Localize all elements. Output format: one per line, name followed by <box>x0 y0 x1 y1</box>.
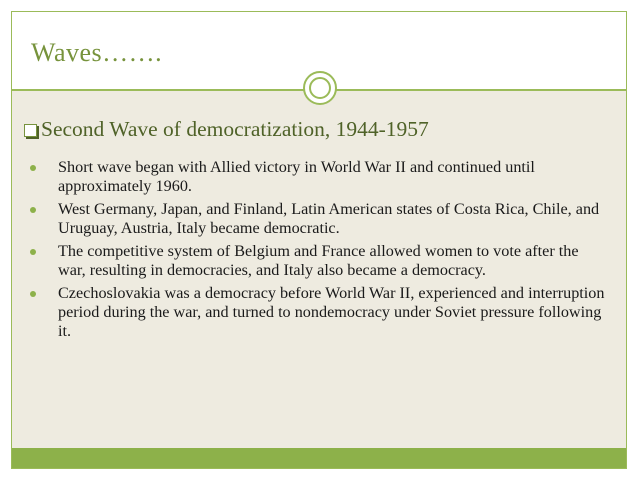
inner-circle <box>309 77 331 99</box>
subheading <box>24 117 429 142</box>
subheading-text: Second Wave of democratization, 1944-1957 <box>41 117 429 141</box>
double-circle-divider-icon <box>303 71 337 105</box>
round-bullet-icon <box>30 249 36 255</box>
round-bullet-icon <box>30 207 36 213</box>
bullet-text: Short wave began with Allied victory in World War II and continued until approximately 1960. <box>58 158 535 195</box>
bullet-text: The competitive system of Belgium and France allowed women to vote after the war, resulting in democracies, and Italy also became a democracy. <box>58 242 579 279</box>
bullet-list <box>30 158 610 345</box>
square-bullet-icon <box>24 124 37 137</box>
list-item <box>30 242 610 280</box>
list-item <box>30 284 610 341</box>
round-bullet-icon <box>30 291 36 297</box>
slide-title: Waves……. <box>31 38 163 67</box>
slide <box>11 11 627 469</box>
bottom-accent-bar <box>12 448 626 468</box>
round-bullet-icon <box>30 165 36 171</box>
list-item <box>30 158 610 196</box>
bullet-text: West Germany, Japan, and Finland, Latin American states of Costa Rica, Chile, and Uruguay, Austria, Italy became democratic. <box>58 200 600 237</box>
bullet-text: Czechoslovakia was a democracy before World War II, experienced and interruption period during the war, and turned to nondemocracy under Soviet pressure following it. <box>58 284 605 340</box>
list-item <box>30 200 610 238</box>
